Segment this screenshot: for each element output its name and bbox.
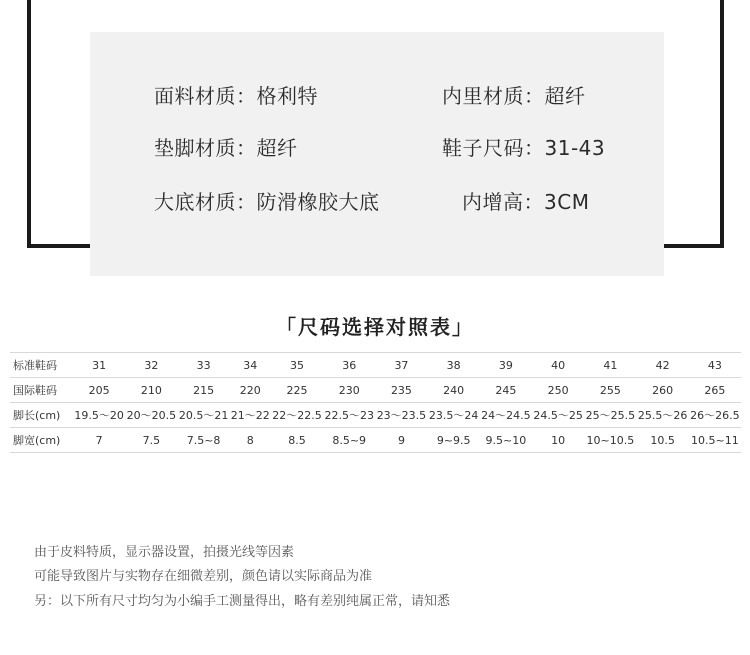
table-cell: 10~10.5: [584, 428, 636, 453]
table-cell: 230: [323, 378, 375, 403]
table-cell: 7.5: [125, 428, 177, 453]
table-cell: 245: [480, 378, 532, 403]
table-cell: 20～20.5: [125, 403, 177, 428]
table-cell: 20.5～21: [177, 403, 229, 428]
table-cell: 24.5～25: [532, 403, 584, 428]
table-cell: 40: [532, 353, 584, 378]
table-cell: 41: [584, 353, 636, 378]
table-cell: 255: [584, 378, 636, 403]
table-cell: 10: [532, 428, 584, 453]
table-row: [10, 428, 741, 453]
spec-upper-material: 面料材质：格利特: [154, 84, 318, 108]
table-cell: 205: [73, 378, 125, 403]
spec-insole-material: 垫脚材质：超纤: [154, 136, 298, 160]
row-header: 脚宽(cm): [10, 428, 73, 453]
table-cell: 235: [375, 378, 427, 403]
table-cell: 9~9.5: [428, 428, 480, 453]
table-cell: 22～22.5: [271, 403, 323, 428]
spec-inner-height: 内增高：3CM: [462, 190, 590, 214]
row-header: 标准鞋码: [10, 353, 73, 378]
table-row: [10, 378, 741, 403]
table-cell: 210: [125, 378, 177, 403]
size-chart-title: 「尺码选择对照表」: [276, 315, 474, 339]
table-cell: 32: [125, 353, 177, 378]
table-cell: 10.5~11: [689, 428, 741, 453]
table-cell: 37: [375, 353, 427, 378]
table-cell: 8.5: [271, 428, 323, 453]
table-cell: 26～26.5: [689, 403, 741, 428]
table-cell: 42: [637, 353, 689, 378]
table-cell: 220: [230, 378, 271, 403]
table-cell: 38: [428, 353, 480, 378]
table-cell: 31: [73, 353, 125, 378]
size-chart-table: [10, 352, 741, 453]
table-cell: 39: [480, 353, 532, 378]
table-cell: 24～24.5: [480, 403, 532, 428]
row-header: 国际鞋码: [10, 378, 73, 403]
table-cell: 8: [230, 428, 271, 453]
spec-sole-material: 大底材质：防滑橡胶大底: [154, 190, 380, 214]
spec-shoe-size: 鞋子尺码：31-43: [442, 136, 606, 160]
table-cell: 215: [177, 378, 229, 403]
table-cell: 22.5～23: [323, 403, 375, 428]
table-cell: 240: [428, 378, 480, 403]
table-cell: 265: [689, 378, 741, 403]
table-cell: 10.5: [637, 428, 689, 453]
table-cell: 34: [230, 353, 271, 378]
table-cell: 36: [323, 353, 375, 378]
table-cell: 250: [532, 378, 584, 403]
table-cell: 43: [689, 353, 741, 378]
table-cell: 7.5~8: [177, 428, 229, 453]
table-cell: 9.5~10: [480, 428, 532, 453]
note-line-1: 由于皮料特质，显示器设置，拍摄光线等因素: [34, 545, 295, 560]
table-cell: 8.5~9: [323, 428, 375, 453]
row-header: 脚长(cm): [10, 403, 73, 428]
table-row: [10, 353, 741, 378]
note-line-3: 另：以下所有尺寸均匀为小编手工测量得出，略有差别纯属正常，请知悉: [34, 594, 451, 609]
table-cell: 23～23.5: [375, 403, 427, 428]
table-cell: 25.5～26: [637, 403, 689, 428]
table-cell: 9: [375, 428, 427, 453]
table-cell: 23.5～24: [428, 403, 480, 428]
table-cell: 35: [271, 353, 323, 378]
table-cell: 225: [271, 378, 323, 403]
table-cell: 25～25.5: [584, 403, 636, 428]
table-cell: 260: [637, 378, 689, 403]
spec-lining-material: 内里材质：超纤: [442, 84, 586, 108]
table-row: [10, 403, 741, 428]
table-cell: 19.5～20: [73, 403, 125, 428]
note-line-2: 可能导致图片与实物存在细微差别，颜色请以实际商品为准: [34, 569, 373, 584]
table-cell: 21～22: [230, 403, 271, 428]
table-cell: 7: [73, 428, 125, 453]
table-cell: 33: [177, 353, 229, 378]
